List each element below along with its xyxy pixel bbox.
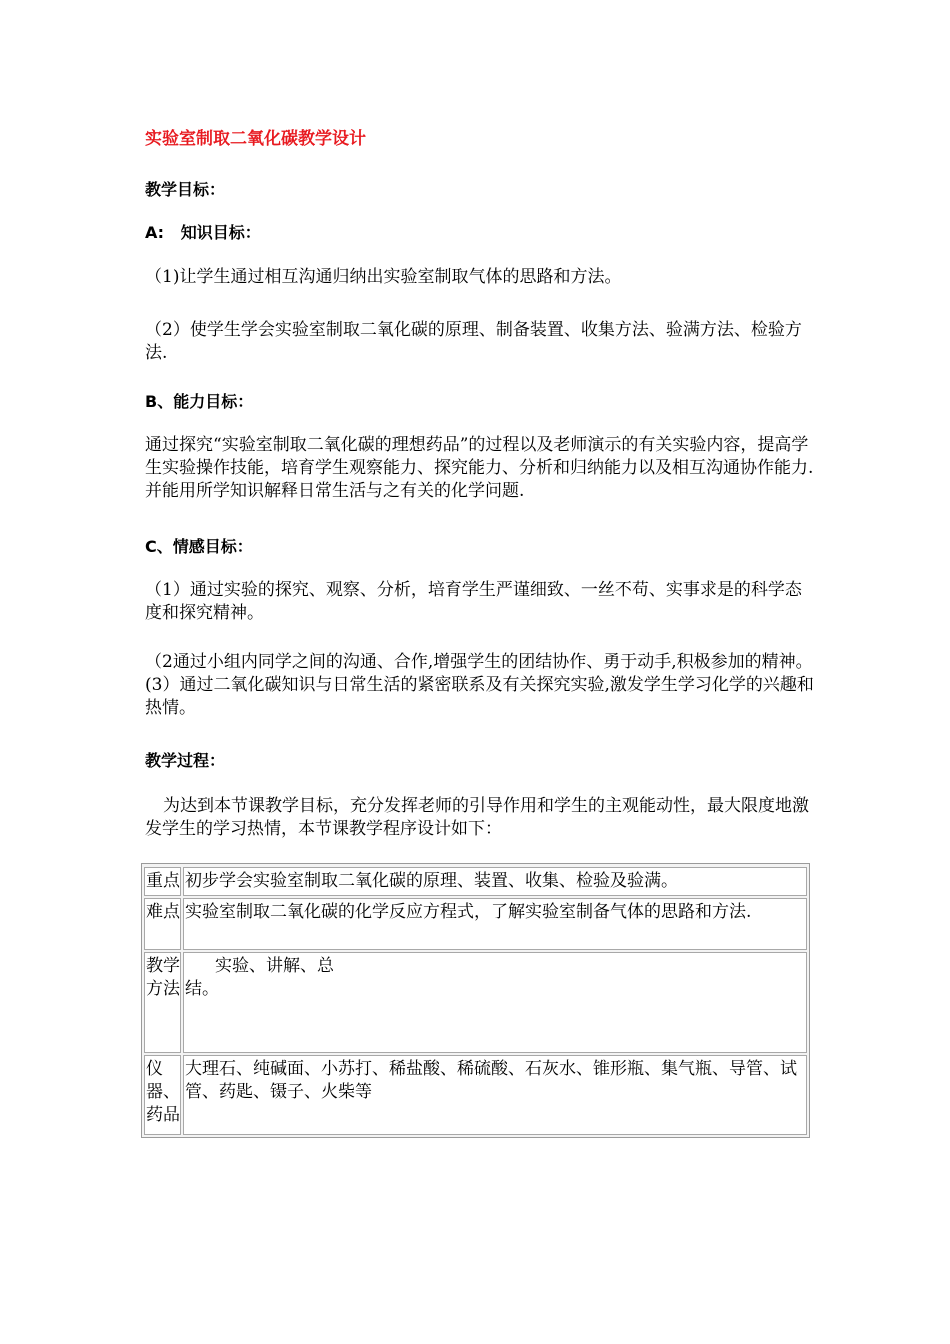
table-row-content: 初步学会实验室制取二氧化碳的原理、装置、收集、检验及验满。 <box>183 867 807 896</box>
emotion-goals-heading: C、情感目标： <box>145 537 253 556</box>
teaching-process-intro: 为达到本节课教学目标，充分发挥老师的引导作用和学生的主观能动性，最大限度地激发学生的学习热情，本节课教学程序设计如下： <box>145 796 809 839</box>
table-row <box>144 898 807 950</box>
table-row-label: 教学方法 <box>144 952 181 1053</box>
table-row-content-text: 实验、讲解、总结。 <box>185 956 334 999</box>
table-row-label: 重点 <box>144 867 181 896</box>
emotion-goal-1: （1）通过实验的探究、观察、分析，培育学生严谨细致、一丝不苟、实事求是的科学态度和探究精神。 <box>145 580 802 623</box>
table-row-label: 仪器、药品 <box>144 1055 181 1135</box>
teaching-process-heading: 教学过程： <box>145 751 226 770</box>
lesson-table <box>141 863 810 1138</box>
knowledge-goal-1: （1)让学生通过相互沟通归纳出实验室制取气体的思路和方法。 <box>145 267 622 287</box>
table-row-content <box>183 952 807 1053</box>
table-row <box>144 952 807 1053</box>
knowledge-goals-heading: A: 知识目标： <box>145 223 261 242</box>
ability-goals-text: 通过探究“实验室制取二氧化碳的理想药品”的过程以及老师演示的有关实验内容，提高学生实验操作技能，培育学生观察能力、探究能力、分析和归纳能力以及相互沟通协作能力.并能用所学知识解释日常生活与之有关的化学问题. <box>145 435 814 501</box>
knowledge-goal-2: （2）使学生学会实验室制取二氧化碳的原理、制备装置、收集方法、验满方法、检验方法. <box>145 320 802 363</box>
table-row <box>144 1055 807 1135</box>
table-row-content: 大理石、纯碱面、小苏打、稀盐酸、稀硫酸、石灰水、锥形瓶、集气瓶、导管、试管、药匙、镊子、火柴等 <box>183 1055 807 1135</box>
document-title: 实验室制取二氧化碳教学设计 <box>145 129 366 149</box>
table-row <box>144 867 807 896</box>
ability-goals-heading: B、能力目标： <box>145 392 254 411</box>
emotion-goal-2: （2通过小组内同学之间的沟通、合作,增强学生的团结协作、勇于动手,积极参加的精神。(3）通过二氧化碳知识与日常生活的紧密联系及有关探究实验,激发学生学习化学的兴趣和热情。 <box>145 652 814 718</box>
table-row-content: 实验室制取二氧化碳的化学反应方程式，了解实验室制备气体的思路和方法. <box>183 898 807 950</box>
table-row-label: 难点 <box>144 898 181 950</box>
teaching-goals-heading: 教学目标： <box>145 180 226 199</box>
